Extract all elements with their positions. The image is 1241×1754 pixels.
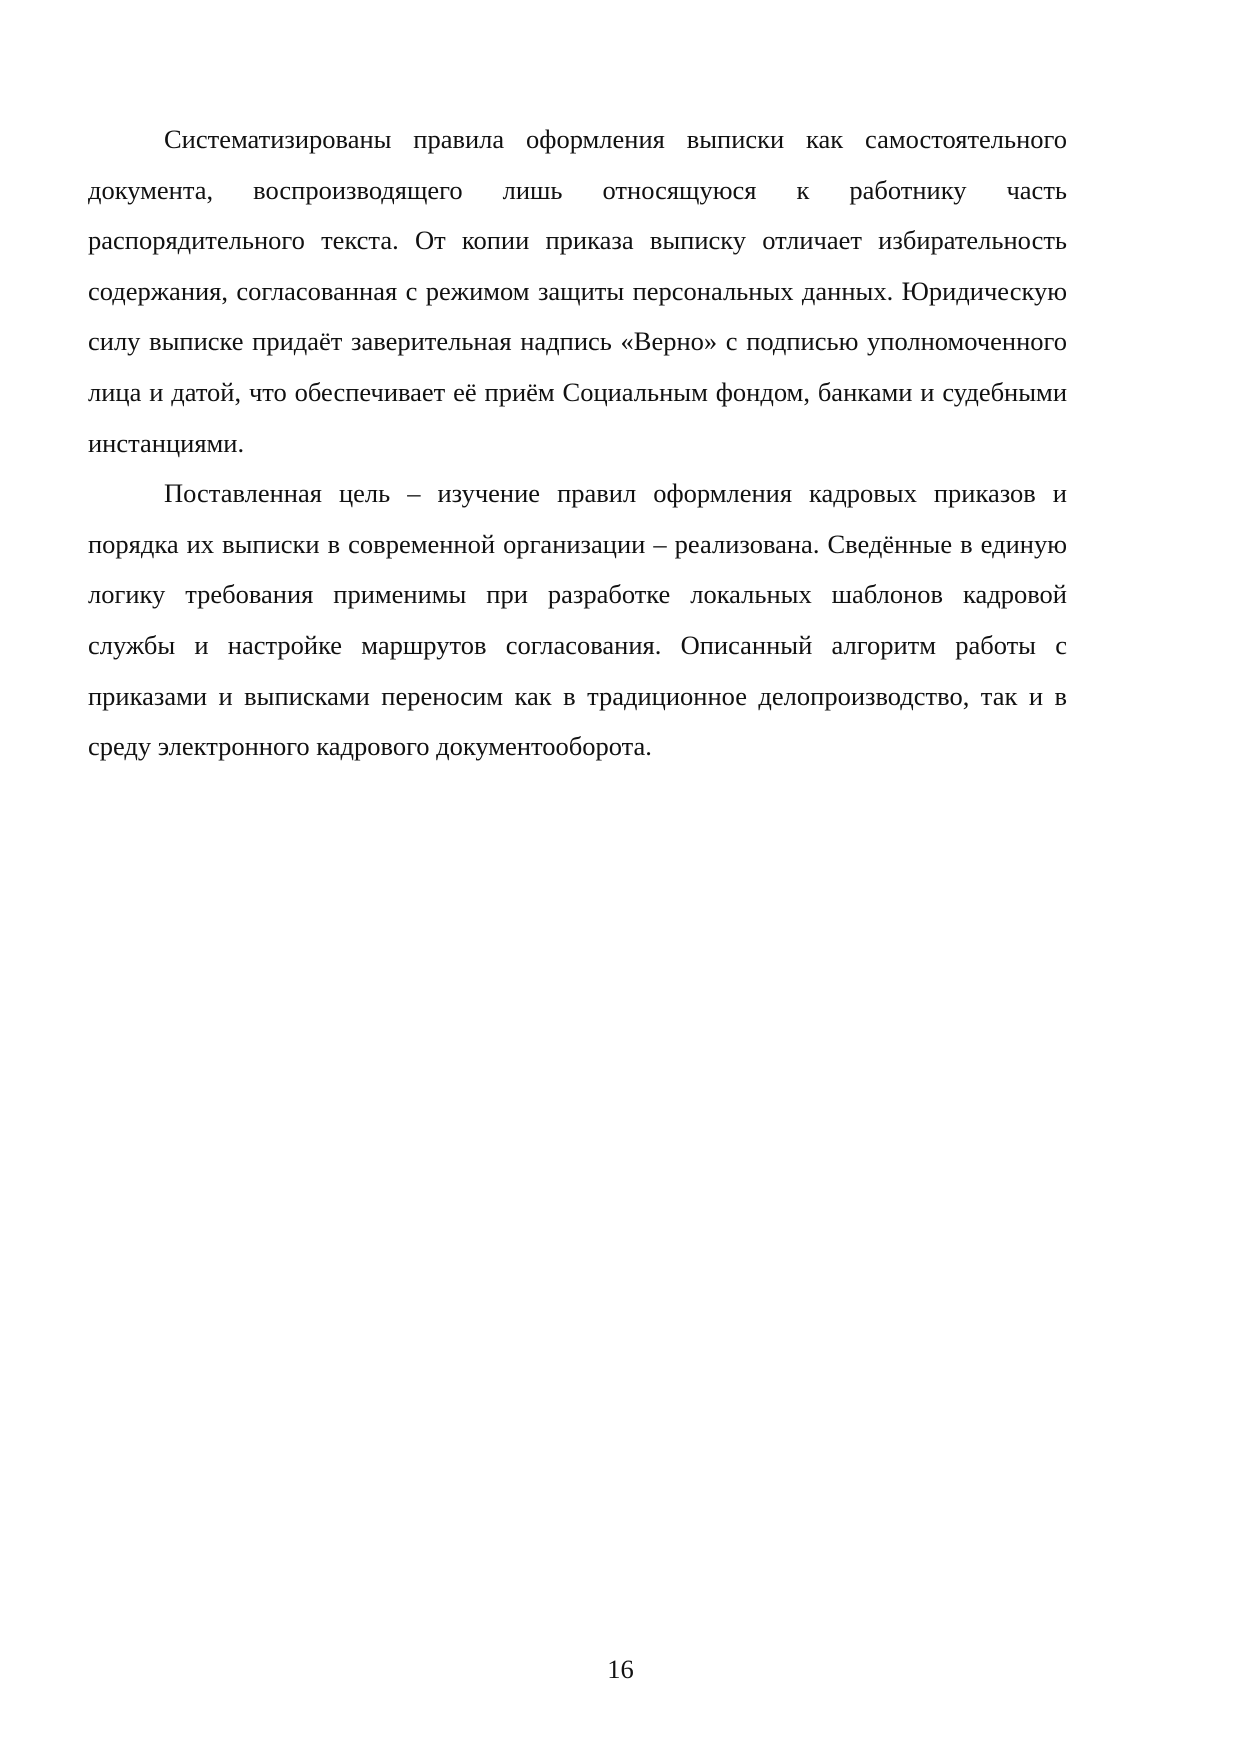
page-number: 16 bbox=[607, 1654, 634, 1684]
body-text bbox=[88, 114, 1067, 772]
paragraph-2: Поставленная цель – изучение правил оформления кадровых приказов и порядка их выписки в современной организации – реализована. Сведённые в единую логику требования применимы при разработке локальных шаблонов кадровой службы и настройке маршрутов согласования. Описанный алгоритм работы с приказами и выписками переносим как в традиционное делопроизводство, так и в среду электронного кадрового документооборота. bbox=[88, 478, 1067, 762]
paragraph-1: Систематизированы правила оформления выписки как самостоятельного документа, воспроизводящего лишь относящуюся к работнику часть распорядительного текста. От копии приказа выписку отличает избирательность содержания, согласованная с режимом защиты персональных данных. Юридическую силу выписке придаёт заверительная надпись «Верно» с подписью уполномоченного лица и датой, что обеспечивает её приём Социальным фондом, банками и судебными инстанциями. bbox=[88, 124, 1067, 458]
